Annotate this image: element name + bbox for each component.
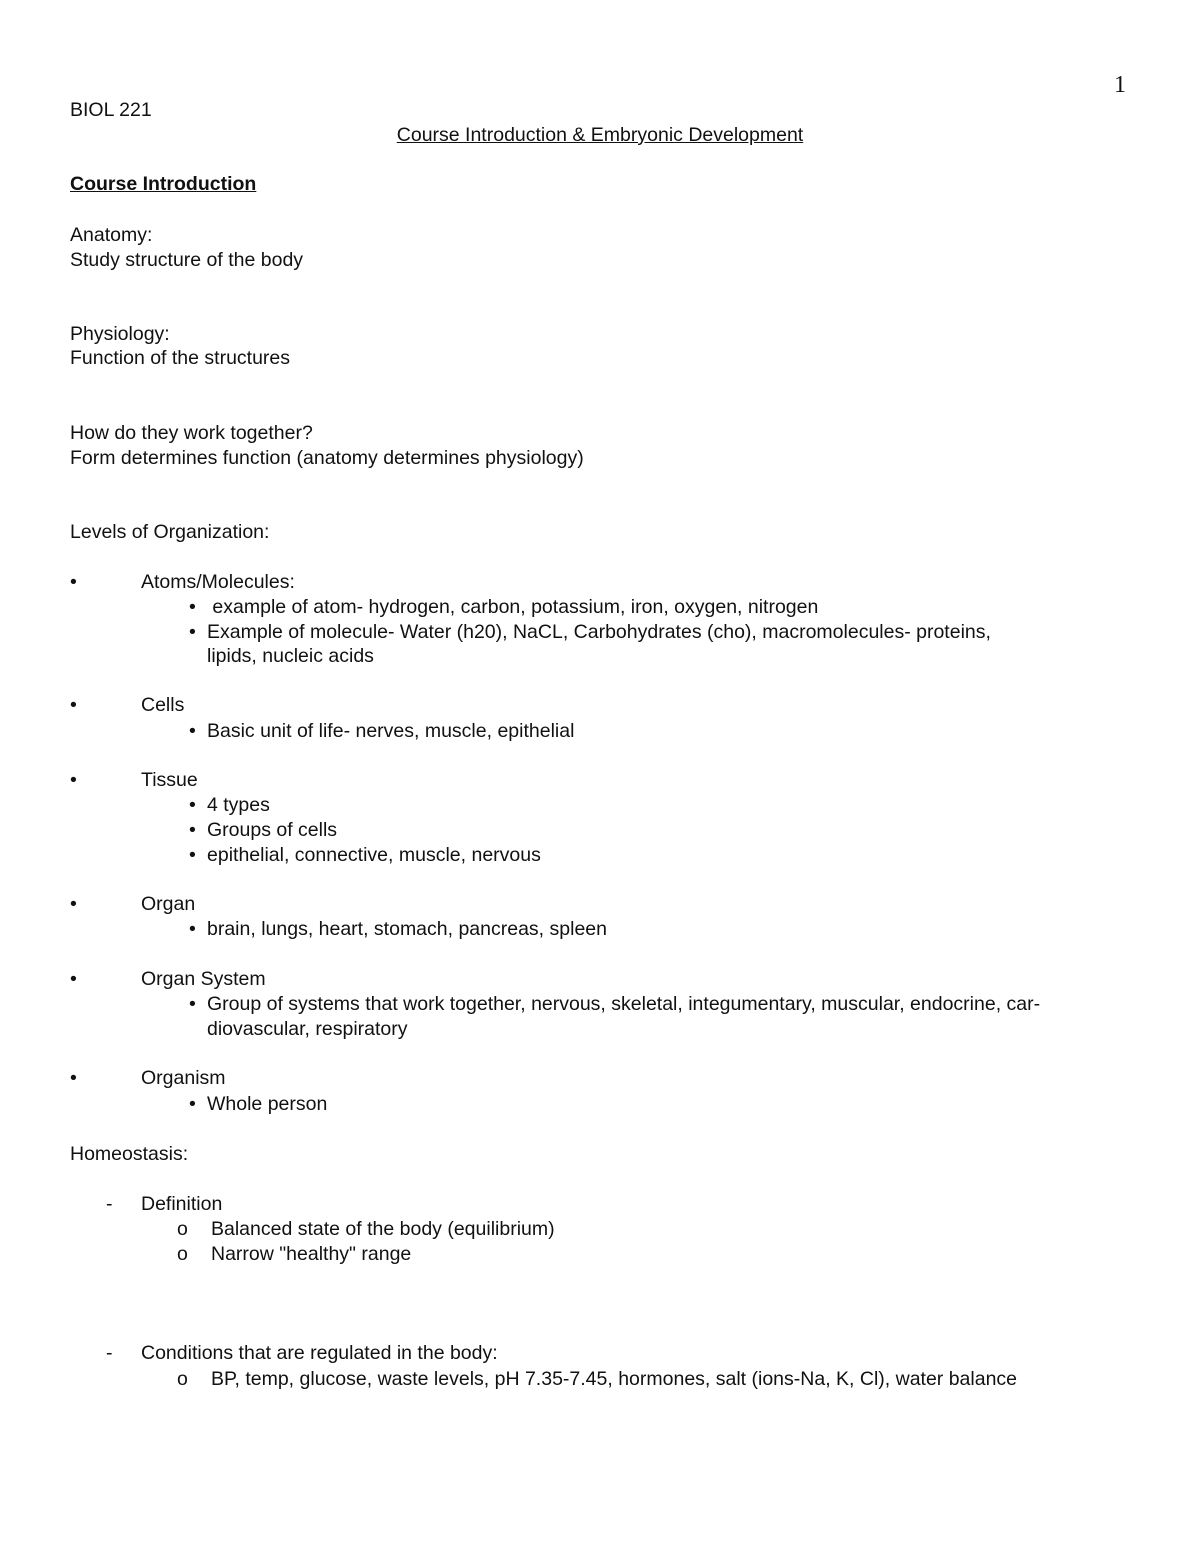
bullet-marker: • [70, 769, 77, 791]
level-atoms-item-cont: lipids, nucleic acids [207, 645, 374, 667]
homeostasis-definition: Definition [141, 1193, 223, 1215]
physiology-text: Function of the structures [70, 347, 291, 369]
o-marker: o [177, 1243, 188, 1265]
page-number: 1 [1114, 72, 1126, 98]
bullet-marker: • [70, 571, 77, 593]
definition-item: Balanced state of the body (equilibrium) [211, 1218, 555, 1240]
level-atoms-item: example of atom- hydrogen, carbon, potassium, iron, oxygen, nitrogen [207, 596, 819, 618]
homeostasis-label: Homeostasis: [70, 1143, 189, 1165]
dash-marker: - [106, 1342, 113, 1364]
level-organ-title: Organ [141, 893, 196, 915]
sub-bullet-marker: • [189, 720, 196, 742]
level-tissue-item: Groups of cells [207, 819, 338, 841]
sub-bullet-marker: • [189, 993, 196, 1015]
level-cells-item: Basic unit of life- nerves, muscle, epithelial [207, 720, 575, 742]
together-label: How do they work together? [70, 422, 313, 444]
bullet-marker: • [70, 1067, 77, 1089]
definition-item: Narrow "healthy" range [211, 1243, 412, 1265]
conditions-item: BP, temp, glucose, waste levels, pH 7.35-7.45, hormones, salt (ions-Na, K, Cl), water balance [211, 1368, 1018, 1390]
anatomy-label: Anatomy: [70, 224, 153, 246]
level-cells-title: Cells [141, 694, 185, 716]
sub-bullet-marker: • [189, 819, 196, 841]
homeostasis-conditions: Conditions that are regulated in the body: [141, 1342, 498, 1364]
sub-bullet-marker: • [189, 918, 196, 940]
level-organ-system-item-cont: diovascular, respiratory [207, 1018, 408, 1040]
sub-bullet-marker: • [189, 794, 196, 816]
bullet-marker: • [70, 893, 77, 915]
physiology-label: Physiology: [70, 323, 170, 345]
level-atoms-item: Example of molecule- Water (h20), NaCL, Carbohydrates (cho), macromolecules- proteins, [207, 621, 991, 643]
level-tissue-item: 4 types [207, 794, 270, 816]
sub-bullet-marker: • [189, 1093, 196, 1115]
level-organism-title: Organism [141, 1067, 226, 1089]
course-code: BIOL 221 [70, 99, 152, 121]
sub-bullet-marker: • [189, 844, 196, 866]
section-heading: Course Introduction [70, 173, 257, 195]
dash-marker: - [106, 1193, 113, 1215]
sub-bullet-marker: • [189, 621, 196, 643]
bullet-marker: • [70, 968, 77, 990]
level-tissue-title: Tissue [141, 769, 198, 791]
anatomy-text: Study structure of the body [70, 249, 304, 271]
sub-bullet-marker: • [189, 596, 196, 618]
o-marker: o [177, 1368, 188, 1390]
level-atoms-title: Atoms/Molecules: [141, 571, 295, 593]
level-tissue-item: epithelial, connective, muscle, nervous [207, 844, 541, 866]
bullet-marker: • [70, 694, 77, 716]
levels-label: Levels of Organization: [70, 521, 270, 543]
level-organ-system-title: Organ System [141, 968, 266, 990]
o-marker: o [177, 1218, 188, 1240]
level-organism-item: Whole person [207, 1093, 328, 1115]
together-text: Form determines function (anatomy determines physiology) [70, 447, 584, 469]
level-organ-system-item: Group of systems that work together, nervous, skeletal, integumentary, muscular, endocrine, car- [207, 993, 1041, 1015]
document-title: Course Introduction & Embryonic Development [396, 124, 804, 146]
level-organ-item: brain, lungs, heart, stomach, pancreas, spleen [207, 918, 607, 940]
